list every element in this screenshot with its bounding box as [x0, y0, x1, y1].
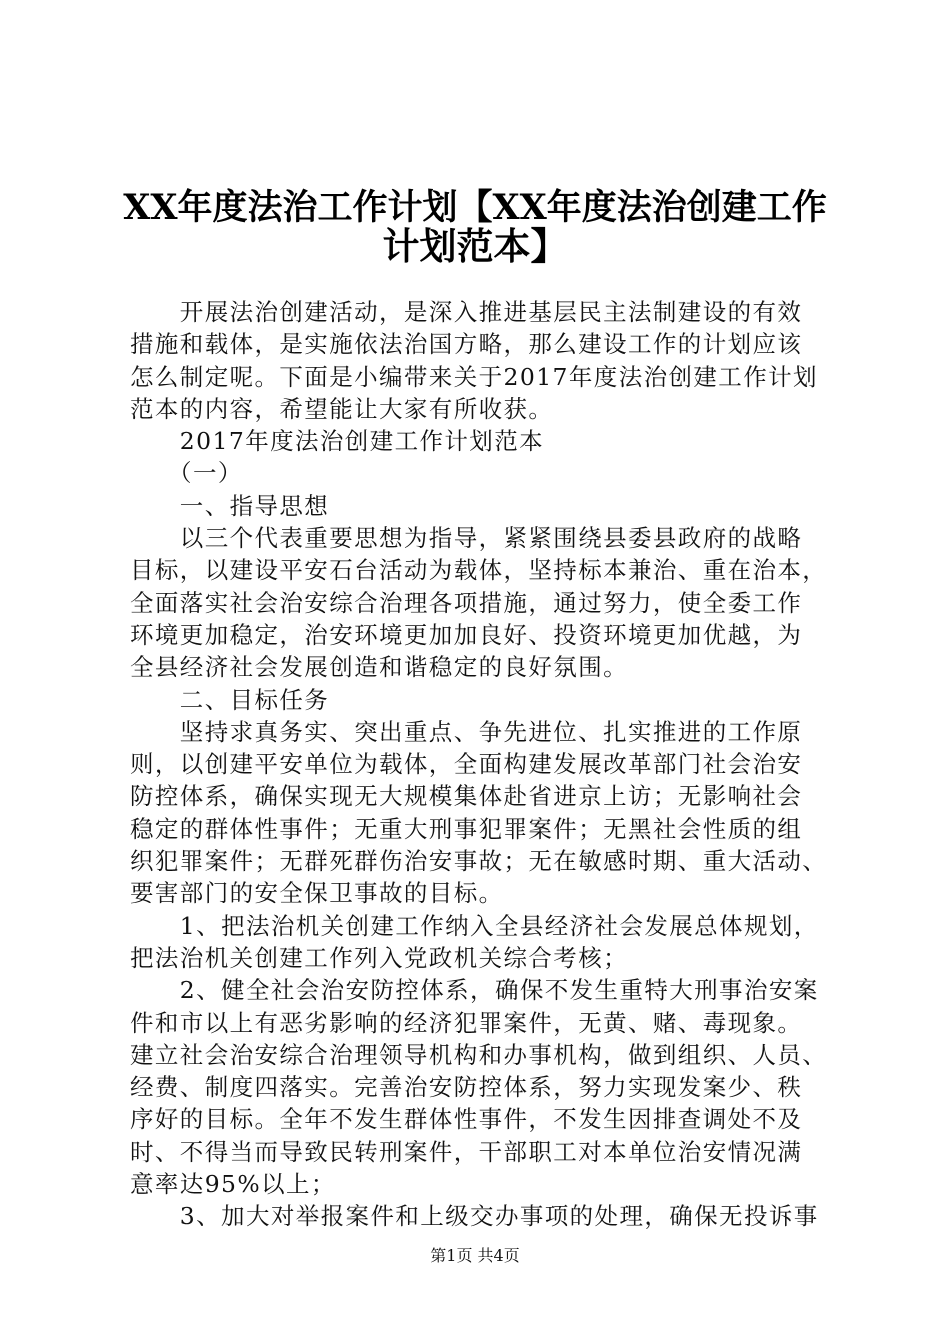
body-text-line: 要害部门的安全保卫事故的目标。 — [130, 879, 504, 908]
body-text-line: 全县经济社会发展创造和谐稳定的良好氛围。 — [130, 653, 628, 682]
body-text-line: 一、指导思想 — [130, 491, 330, 520]
body-text-line: 二、目标任务 — [130, 685, 330, 714]
body-text-line: 时、不得当而导致民转刑案件，干部职工对本单位治安情况满 — [130, 1137, 803, 1166]
body-text-line: 则，以创建平安单位为载体，全面构建发展改革部门社会治安 — [130, 750, 803, 779]
body-text-line: 稳定的群体性事件；无重大刑事犯罪案件；无黑社会性质的组 — [130, 814, 803, 843]
body-text-line: 全面落实社会治安综合治理各项措施，通过努力，使全委工作 — [130, 588, 803, 617]
body-text-line: 范本的内容，希望能让大家有所收获。 — [130, 394, 554, 423]
body-text-line: 怎么制定呢。下面是小编带来关于2017年度法治创建工作计划 — [130, 362, 818, 391]
body-text-line: 以三个代表重要思想为指导，紧紧围绕县委县政府的战略 — [130, 524, 803, 553]
page-footer: 第1页 共4页 — [430, 1246, 520, 1265]
document-title-line1: XX年度法治工作计划【XX年度法治创建工作 — [123, 187, 827, 228]
body-text-line: 经费、制度四落实。完善治安防控体系，努力实现发案少、秩 — [130, 1073, 803, 1102]
body-text-line: 1、把法治机关创建工作纳入全县经济社会发展总体规划， — [130, 911, 819, 940]
body-text-line: 环境更加稳定，治安环境更加加良好、投资环境更加优越，为 — [130, 620, 803, 649]
body-text-line: 坚持求真务实、突出重点、争先进位、扎实推进的工作原 — [130, 717, 803, 746]
body-text-line: 织犯罪案件；无群死群伤治安事故；无在敏感时期、重大活动、 — [130, 847, 828, 876]
body-text-line: 3、加大对举报案件和上级交办事项的处理，确保无投诉事 — [130, 1202, 819, 1231]
body-text-line: 开展法治创建活动，是深入推进基层民主法制建设的有效 — [130, 298, 803, 326]
document-title-line2: 计划范本】 — [382, 224, 568, 268]
body-text-line: 措施和载体，是实施依法治国方略，那么建设工作的计划应该 — [130, 330, 803, 359]
document-body — [130, 296, 830, 1233]
body-text-line: 防控体系，确保实现无大规模集体赴省进京上访；无影响社会 — [130, 782, 803, 811]
body-text-line: 目标，以建设平安石台活动为载体，坚持标本兼治、重在治本， — [130, 556, 828, 585]
body-text-line: 序好的目标。全年不发生群体性事件，不发生因排查调处不及 — [130, 1105, 803, 1134]
body-text-line: 建立社会治安综合治理领导机构和办事机构，做到组织、人员、 — [130, 1040, 828, 1069]
body-text-line: 2、健全社会治安防控体系，确保不发生重特大刑事治安案 — [130, 976, 819, 1005]
body-text-line: 把法治机关创建工作列入党政机关综合考核； — [130, 943, 628, 972]
body-text-line: 2017年度法治创建工作计划范本 — [130, 427, 545, 456]
body-text-line: （一） — [130, 459, 243, 488]
body-text-line: 件和市以上有恶劣影响的经济犯罪案件，无黄、赌、毒现象。 — [130, 1008, 803, 1037]
body-text-line: 意率达95%以上； — [130, 1170, 336, 1199]
